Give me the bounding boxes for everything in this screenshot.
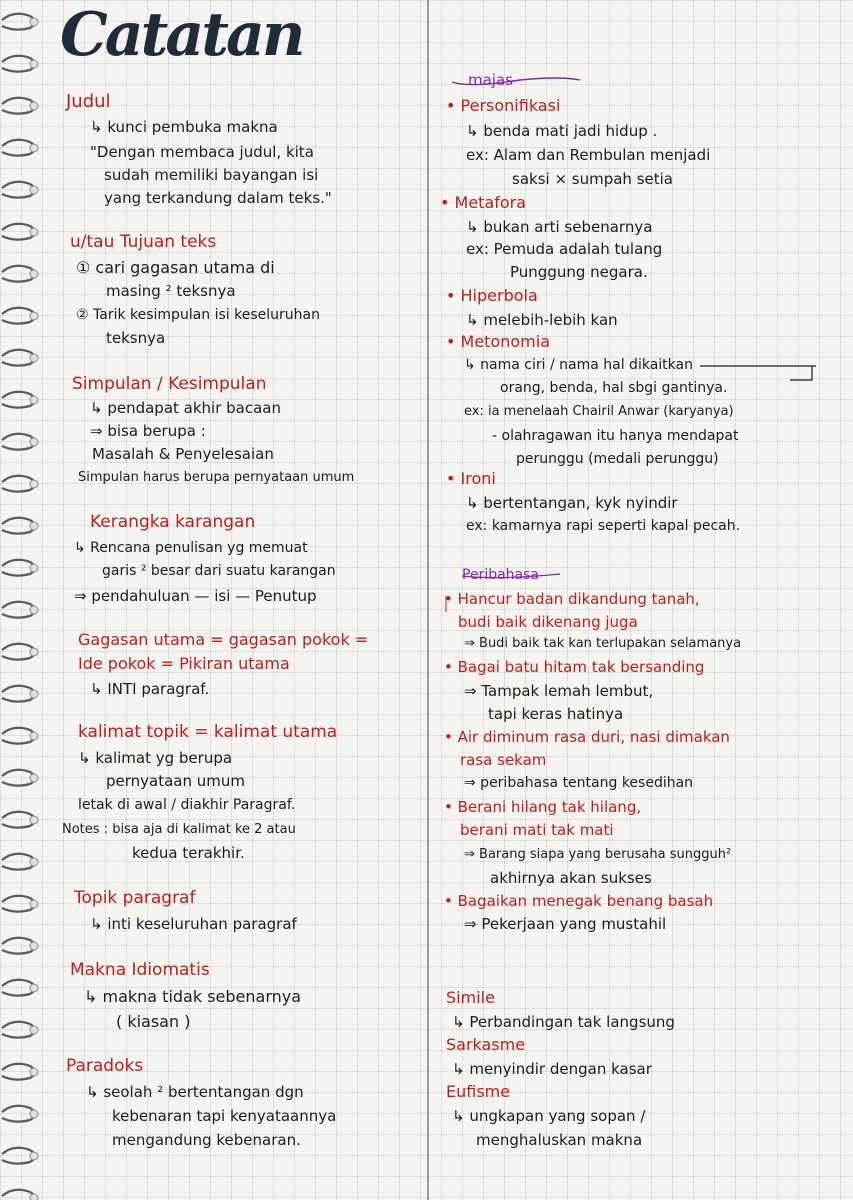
- right-note-line: ⇒ Budi baik tak kan terlupakan selamanya: [464, 636, 742, 651]
- right-note-line: ↳ ungkapan yang sopan /: [452, 1107, 646, 1125]
- left-note-line: sudah memiliki bayangan isi: [104, 166, 319, 184]
- page-title: Catatan: [60, 0, 303, 70]
- left-note-line: ↳ seolah ² bertentangan dgn: [86, 1083, 304, 1101]
- right-note-line: ⇒ Pekerjaan yang mustahil: [464, 915, 667, 933]
- binding-hole: [30, 648, 38, 656]
- right-note-line: Punggung negara.: [510, 263, 648, 281]
- binding-hole: [30, 102, 38, 110]
- binding-hole: [30, 816, 38, 824]
- right-note-line: • Bagai batu hitam tak bersanding: [444, 658, 705, 676]
- left-note-line: ↳ INTI paragraf.: [90, 680, 210, 698]
- spiral-binding: [0, 0, 44, 1200]
- binding-hole: [30, 270, 38, 278]
- right-note-line: • Hiperbola: [446, 286, 538, 305]
- binding-hole: [30, 186, 38, 194]
- right-note-line: rasa sekam: [460, 751, 547, 769]
- left-note-line: Ide pokok = Pikiran utama: [78, 654, 290, 673]
- right-note-line: ↳ menyindir dengan kasar: [452, 1060, 652, 1078]
- right-note-line: Sarkasme: [446, 1035, 526, 1054]
- left-note-line: mengandung kebenaran.: [112, 1131, 301, 1149]
- binding-hole: [30, 60, 38, 68]
- right-note-line: ex: kamarnya rapi seperti kapal pecah.: [466, 518, 741, 534]
- binding-hole: [30, 312, 38, 320]
- left-note-line: ( kiasan ): [116, 1012, 191, 1031]
- right-note-line: • Bagaikan menegak benang basah: [444, 892, 714, 910]
- binding-hole: [30, 438, 38, 446]
- right-note-line: • Hancur badan dikandung tanah,: [444, 590, 700, 608]
- binding-hole: [30, 606, 38, 614]
- left-note-line: Masalah & Penyelesaian: [92, 445, 274, 463]
- right-note-line: - olahragawan itu hanya mendapat: [492, 428, 739, 444]
- right-note-line: orang, benda, hal sbgi gantinya.: [500, 380, 728, 396]
- left-note-line: ⇒ pendahuluan — isi — Penutup: [74, 587, 317, 605]
- binding-hole: [30, 984, 38, 992]
- right-note-line: ↳ bukan arti sebenarnya: [466, 218, 653, 236]
- left-note-line: Notes : bisa aja di kalimat ke 2 atau: [62, 822, 296, 837]
- left-note-line: Gagasan utama = gagasan pokok =: [78, 630, 369, 649]
- left-note-line: masing ² teksnya: [106, 282, 236, 300]
- left-note-line: ↳ makna tidak sebenarnya: [84, 987, 302, 1006]
- left-note-line: "Dengan membaca judul, kita: [90, 143, 314, 161]
- right-note-line: ex: Pemuda adalah tulang: [466, 240, 663, 258]
- left-note-line: ② Tarik kesimpulan isi keseluruhan: [76, 307, 320, 323]
- binding-hole: [30, 228, 38, 236]
- binding-hole: [30, 690, 38, 698]
- binding-hole: [30, 1194, 38, 1200]
- left-note-line: Simpulan / Kesimpulan: [72, 374, 267, 394]
- left-note-line: ↳ inti keseluruhan paragraf: [90, 915, 297, 933]
- left-note-line: Topik paragraf: [74, 888, 196, 908]
- left-note-line: ↳ kalimat yg berupa: [78, 749, 233, 767]
- page-divider: [427, 0, 429, 1200]
- binding-hole: [30, 1110, 38, 1118]
- left-note-line: teksnya: [106, 329, 166, 347]
- right-note-line: ex: Alam dan Rembulan menjadi: [466, 146, 711, 164]
- binding-hole: [30, 1152, 38, 1160]
- right-note-line: ↳ bertentangan, kyk nyindir: [466, 494, 678, 512]
- right-note-line: ↳ nama ciri / nama hal dikaitkan: [464, 357, 693, 373]
- right-note-line: • Personifikasi: [446, 96, 561, 115]
- left-note-line: ↳ Rencana penulisan yg memuat: [74, 540, 308, 556]
- right-note-line: • Berani hilang tak hilang,: [444, 798, 642, 816]
- right-note-line: • Metafora: [440, 193, 527, 212]
- binding-hole: [30, 144, 38, 152]
- right-note-line: perunggu (medali perunggu): [516, 451, 719, 467]
- left-note-line: Makna Idiomatis: [70, 960, 210, 980]
- left-note-line: u/tau Tujuan teks: [70, 232, 217, 252]
- right-note-line: ⇒ Barang siapa yang berusaha sungguh²: [464, 847, 732, 862]
- right-note-line: berani mati tak mati: [460, 821, 614, 839]
- binding-hole: [30, 774, 38, 782]
- left-note-line: ⇒ bisa berupa :: [90, 422, 206, 440]
- left-note-line: Kerangka karangan: [90, 512, 256, 532]
- binding-hole: [30, 858, 38, 866]
- right-note-line: ex: ia menelaah Chairil Anwar (karyanya): [464, 404, 734, 419]
- right-note-line: majas: [468, 71, 513, 89]
- right-note-line: ↳ melebih-lebih kan: [466, 311, 618, 329]
- left-note-line: Paradoks: [66, 1056, 144, 1076]
- right-note-line: saksi × sumpah setia: [512, 170, 673, 188]
- left-note-line: kedua terakhir.: [132, 844, 245, 862]
- left-note-line: Judul: [66, 91, 111, 112]
- right-note-line: budi baik dikenang juga: [458, 613, 638, 631]
- right-note-line: ⇒ Tampak lemah lembut,: [464, 682, 654, 700]
- right-note-line: ↳ benda mati jadi hidup .: [466, 122, 658, 140]
- left-note-line: pernyataan umum: [106, 772, 246, 790]
- binding-hole: [30, 396, 38, 404]
- binding-hole: [30, 900, 38, 908]
- right-note-line: Eufisme: [446, 1082, 511, 1101]
- right-note-line: akhirnya akan sukses: [490, 869, 652, 887]
- right-note-line: • Air diminum rasa duri, nasi dimakan: [444, 728, 730, 746]
- left-note-line: ① cari gagasan utama di: [76, 258, 275, 277]
- left-note-line: ↳ pendapat akhir bacaan: [90, 399, 282, 417]
- binding-hole: [30, 354, 38, 362]
- right-note-line: Simile: [446, 988, 495, 1007]
- right-note-line: ⇒ peribahasa tentang kesedihan: [464, 775, 694, 791]
- right-note-line: tapi keras hatinya: [488, 705, 624, 723]
- right-note-line: ↳ Perbandingan tak langsung: [452, 1013, 675, 1031]
- binding-hole: [30, 1068, 38, 1076]
- right-note-line: • Ironi: [446, 469, 496, 488]
- binding-hole: [30, 1026, 38, 1034]
- binding-hole: [30, 942, 38, 950]
- right-note-line: Peribahasa: [462, 567, 539, 583]
- binding-hole: [30, 732, 38, 740]
- left-note-line: letak di awal / diakhir Paragraf.: [78, 797, 296, 813]
- binding-hole: [30, 480, 38, 488]
- left-note-line: kalimat topik = kalimat utama: [78, 722, 338, 742]
- left-note-line: garis ² besar dari suatu karangan: [102, 563, 336, 579]
- left-note-line: ↳ kunci pembuka makna: [90, 118, 278, 136]
- left-note-line: Simpulan harus berupa pernyataan umum: [78, 470, 355, 485]
- left-note-line: yang terkandung dalam teks.": [104, 189, 332, 207]
- binding-hole: [30, 18, 38, 26]
- left-note-line: kebenaran tapi kenyataannya: [112, 1107, 337, 1125]
- binding-hole: [30, 522, 38, 530]
- binding-hole: [30, 564, 38, 572]
- right-note-line: menghaluskan makna: [476, 1131, 643, 1149]
- right-note-line: • Metonomia: [446, 332, 550, 351]
